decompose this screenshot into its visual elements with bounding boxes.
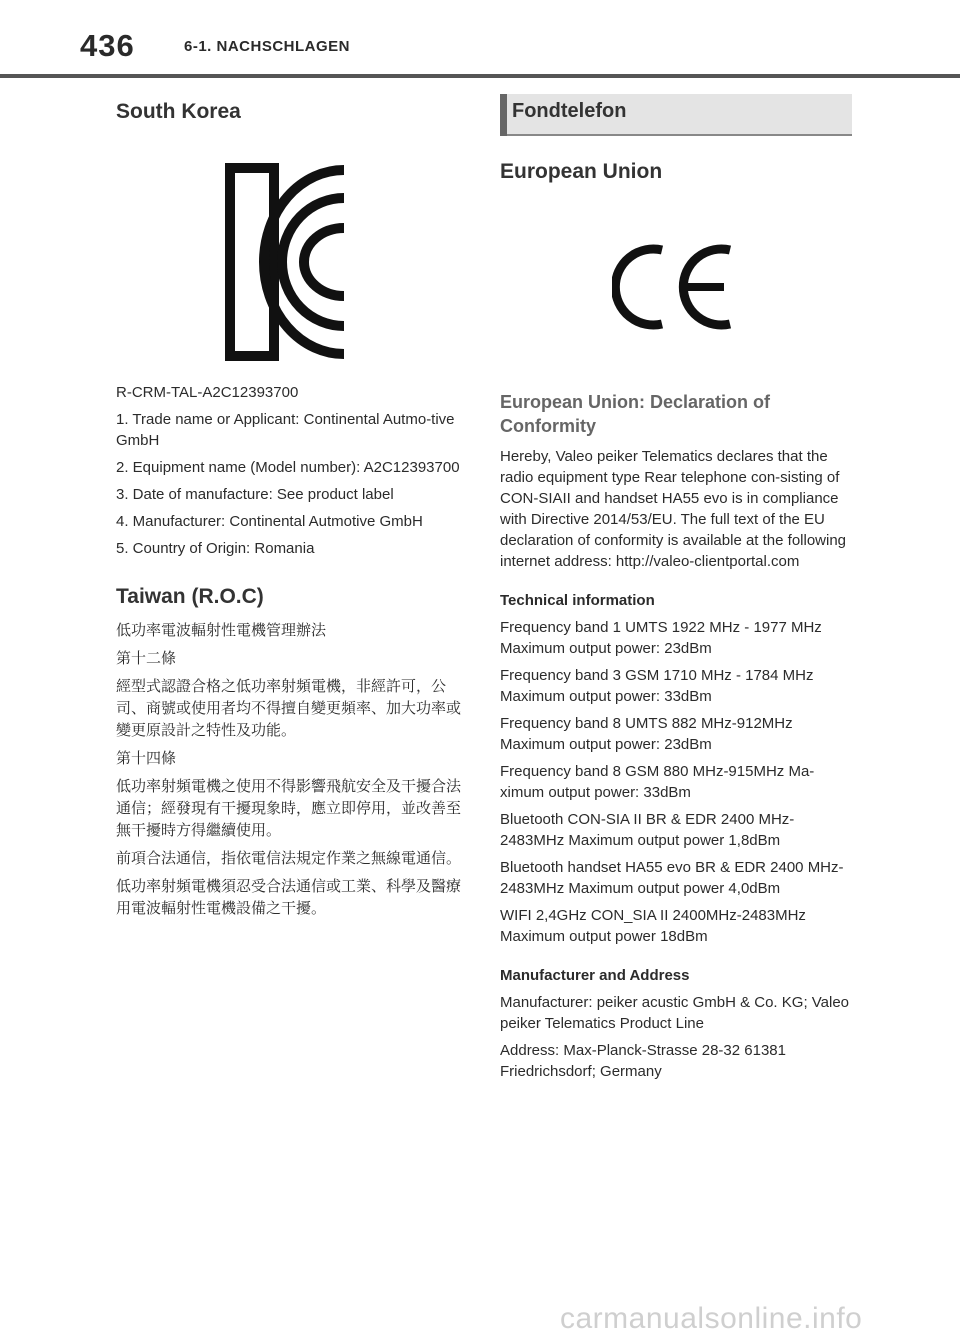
- technical-line: Frequency band 1 UMTS 1922 MHz - 1977 MHz Maximum output power: 23dBm: [500, 619, 822, 657]
- taiwan-line: 低功率射頻電機須忍受合法通信或工業、科學及醫療用電波輻射性電機設備之干擾。: [116, 877, 462, 917]
- technical-line: WIFI 2,4GHz CON_SIA II 2400MHz-2483MHz Maximum output power 18dBm: [500, 907, 806, 945]
- manufacturer-heading: Manufacturer and Address: [500, 967, 690, 984]
- technical-line: Frequency band 8 GSM 880 MHz-915MHz Ma-ximum output power: 33dBm: [500, 763, 815, 801]
- taiwan-heading: Taiwan (R.O.C): [116, 585, 264, 608]
- banner-accent: [500, 94, 507, 136]
- header-divider: [0, 74, 960, 78]
- kc-mark-icon: [224, 162, 348, 362]
- technical-line: Frequency band 3 GSM 1710 MHz - 1784 MHz Maximum output power: 33dBm: [500, 667, 814, 705]
- taiwan-line: 第十二條: [116, 649, 177, 667]
- section-title: 6-1. NACHSCHLAGEN: [184, 38, 351, 55]
- taiwan-line: 低功率電波輻射性電機管理辦法: [116, 621, 327, 639]
- taiwan-line: 第十四條: [116, 749, 177, 767]
- page-header: [0, 0, 960, 78]
- taiwan-line: 低功率射頻電機之使用不得影響飛航安全及干擾合法通信；經發現有干擾現象時，應立即停用，並改善至無干擾時方得繼續使用。: [116, 777, 462, 839]
- declaration-text: Hereby, Valeo peiker Telematics declares that the radio equipment type Rear telephone con-sisting of CON-SIAII and handset HA55 evo is in compliance with Directive 2014/53/EU. The full text of the EU declaration of conformity is available at the following internet address: http://valeo-clientportal.com: [500, 448, 847, 570]
- right-column: [500, 94, 852, 1088]
- korea-line: R-CRM-TAL-A2C12393700: [116, 384, 299, 401]
- taiwan-line: 經型式認證合格之低功率射頻電機，非經許可，公司、商號或使用者均不得擅自變更頻率、加大功率或變更原設計之特性及功能。: [116, 677, 462, 739]
- korea-line: 2. Equipment name (Model number): A2C12393700: [116, 459, 460, 476]
- taiwan-line: 前項合法通信，指依電信法規定作業之無線電通信。: [116, 849, 462, 867]
- eu-heading: European Union: [500, 160, 663, 183]
- technical-line: Bluetooth CON-SIA II BR & EDR 2400 MHz-2483MHz Maximum output power 1,8dBm: [500, 811, 795, 849]
- manufacturer-line: Address: Max-Planck-Strasse 28-32 61381 Friedrichsdorf; Germany: [500, 1042, 786, 1080]
- technical-heading: Technical information: [500, 592, 655, 609]
- korea-line: 5. Country of Origin: Romania: [116, 540, 315, 557]
- korea-line: 3. Date of manufacture: See product label: [116, 486, 394, 503]
- ce-mark-icon: [612, 242, 738, 332]
- technical-line: Frequency band 8 UMTS 882 MHz-912MHz Maximum output power: 23dBm: [500, 715, 793, 753]
- technical-line: Bluetooth handset HA55 evo BR & EDR 2400 MHz-2483MHz Maximum output power 4,0dBm: [500, 859, 844, 897]
- manufacturer-line: Manufacturer: peiker acustic GmbH & Co. KG; Valeo peiker Telematics Product Line: [500, 994, 850, 1032]
- south-korea-heading: South Korea: [116, 100, 241, 123]
- footer-watermark: carmanualsonline.info: [560, 1302, 863, 1335]
- left-column: [116, 100, 461, 925]
- korea-line: 1. Trade name or Applicant: Continental Autmo-tive GmbH: [116, 411, 455, 449]
- south-korea-text: [116, 382, 461, 559]
- kc-mark-logo: [224, 162, 348, 362]
- ce-mark-logo: [612, 242, 738, 332]
- taiwan-text: [116, 619, 461, 919]
- korea-line: 4. Manufacturer: Continental Autmotive GmbH: [116, 513, 423, 530]
- page-number: 436: [80, 28, 135, 63]
- banner-title: Fondtelefon: [512, 100, 627, 122]
- declaration-heading: European Union: Declaration of Conformity: [500, 392, 771, 436]
- section-banner: [500, 94, 852, 136]
